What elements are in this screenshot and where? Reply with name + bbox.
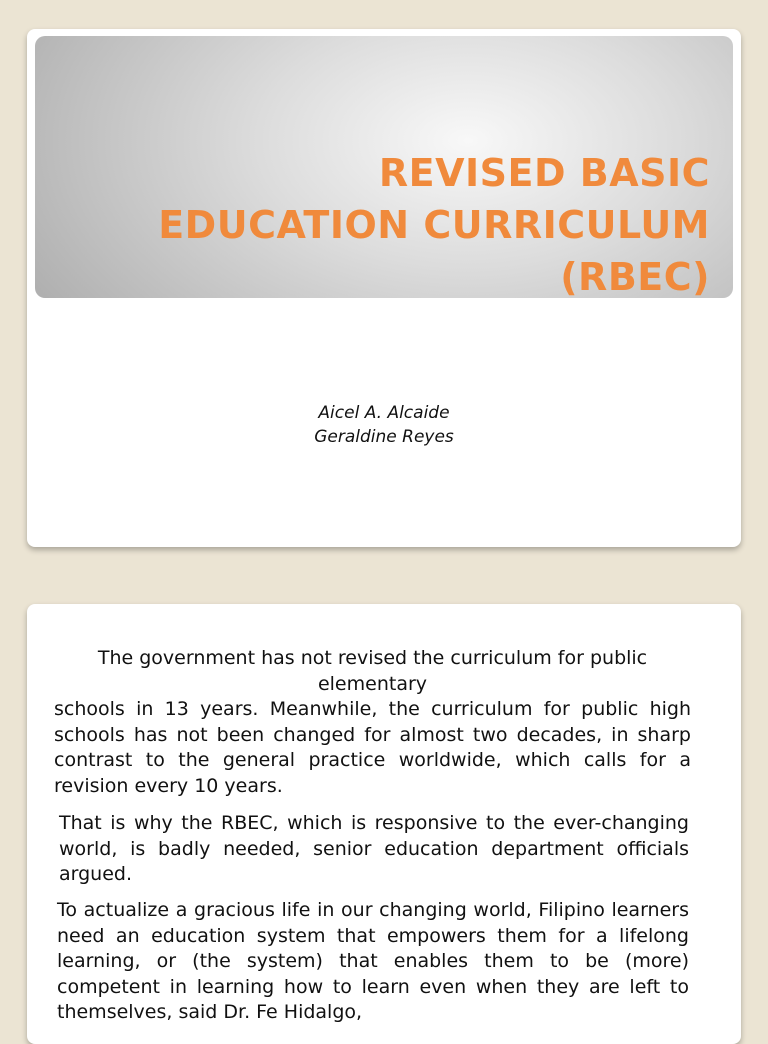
paragraph-2: That is why the RBEC, which is responsive to the ever-changing world, is badly needed, senior education department officials argued.	[59, 812, 689, 885]
paragraph-1-body: schools in 13 years. Meanwhile, the curriculum for public high schools has not been changed for almost two decades, in sharp contrast to the general practice worldwide, which calls for a revision every 10 years.	[54, 698, 691, 797]
title-line-2: EDUCATION CURRICULUM	[158, 203, 710, 247]
title-line-1: REVISED BASIC	[378, 151, 710, 195]
slide-title	[50, 147, 710, 303]
title-slide	[27, 29, 741, 547]
content-slide	[27, 604, 741, 1044]
author-1: Aicel A. Alcaide	[318, 403, 450, 423]
paragraph-1-lead: The government has not revised the curriculum for public elementary	[97, 647, 648, 695]
title-line-3: (RBEC)	[560, 255, 710, 299]
paragraph-1	[54, 646, 691, 799]
paragraph-3: To actualize a gracious life in our changing world, Filipino learners need an education system that empowers them for a lifelong learning, or (the system) that enables them to be (more) competent in learning how to learn even when they are left to themselves, said Dr. Fe Hidalgo,	[57, 899, 689, 1023]
author-list	[27, 401, 741, 449]
author-2: Geraldine Reyes	[314, 427, 454, 447]
